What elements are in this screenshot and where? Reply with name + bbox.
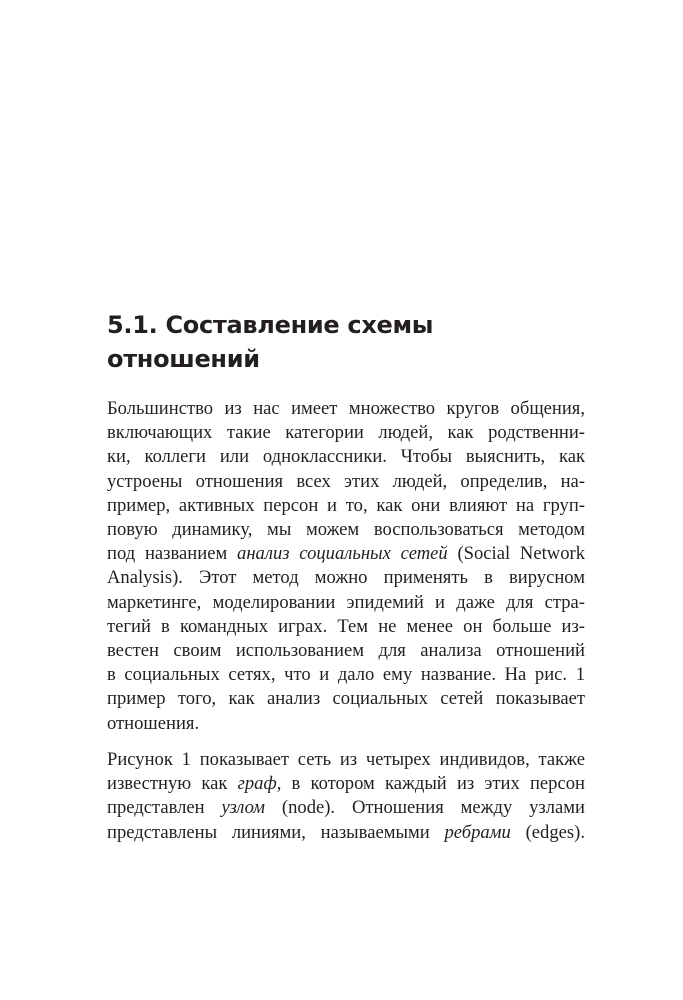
text-line: включающих такие категории людей, как родственни- — [107, 422, 585, 444]
emphasis-term: ребрами — [444, 821, 511, 843]
text-line: Analysis). Этот метод можно применять в вирусном — [107, 567, 585, 589]
text-line — [107, 796, 585, 820]
section-heading-line: отношений — [107, 345, 260, 373]
emphasis-term: узлом — [221, 797, 266, 819]
text-run: представлен — [107, 797, 222, 819]
text-run: известную как — [107, 773, 238, 795]
text-line: в социальных сетях, что и дало ему название. На рис. 1 — [107, 664, 585, 686]
text-line: тегий в командных играх. Тем не менее он больше из- — [107, 615, 585, 637]
text-line: отношения. — [107, 712, 200, 734]
paragraph-intro — [107, 397, 585, 736]
text-line: вестен своим использованием для анализа отношений — [107, 640, 585, 662]
text-run: (edges). — [510, 821, 585, 843]
text-run: представлены линиями, называемыми — [107, 821, 445, 843]
text-line: ки, коллеги или одноклассники. Чтобы выяснить, как — [107, 446, 585, 468]
paragraph-graph — [107, 748, 585, 845]
text-line — [107, 821, 585, 845]
emphasis-term: анализ социальных сетей — [237, 543, 448, 565]
text-line: маркетинге, моделировании эпидемий и даже для стра- — [107, 591, 585, 613]
emphasis-term: граф — [237, 773, 277, 795]
text-line: повую динамику, мы можем воспользоваться методом — [107, 519, 585, 541]
text-run: под названием — [107, 543, 238, 565]
section-heading — [107, 308, 587, 376]
section-heading-line: 5.1. Составление схемы — [107, 311, 434, 339]
text-line — [107, 542, 585, 566]
text-run: (node). Отношения между узлами — [265, 797, 585, 819]
text-line: устроены отношения всех этих людей, определив, на- — [107, 470, 585, 492]
text-line: Рисунок 1 показывает сеть из четырех индивидов, также — [107, 749, 585, 770]
text-run: , в котором каждый из этих персон — [276, 773, 585, 795]
text-line: пример того, как анализ социальных сетей показывает — [107, 688, 585, 710]
text-line — [107, 772, 585, 796]
text-line: Большинство из нас имеет множество кругов общения, — [107, 398, 585, 419]
text-line: пример, активных персон и то, как они влияют на груп- — [107, 494, 585, 516]
text-run: (Social Network — [447, 543, 585, 565]
